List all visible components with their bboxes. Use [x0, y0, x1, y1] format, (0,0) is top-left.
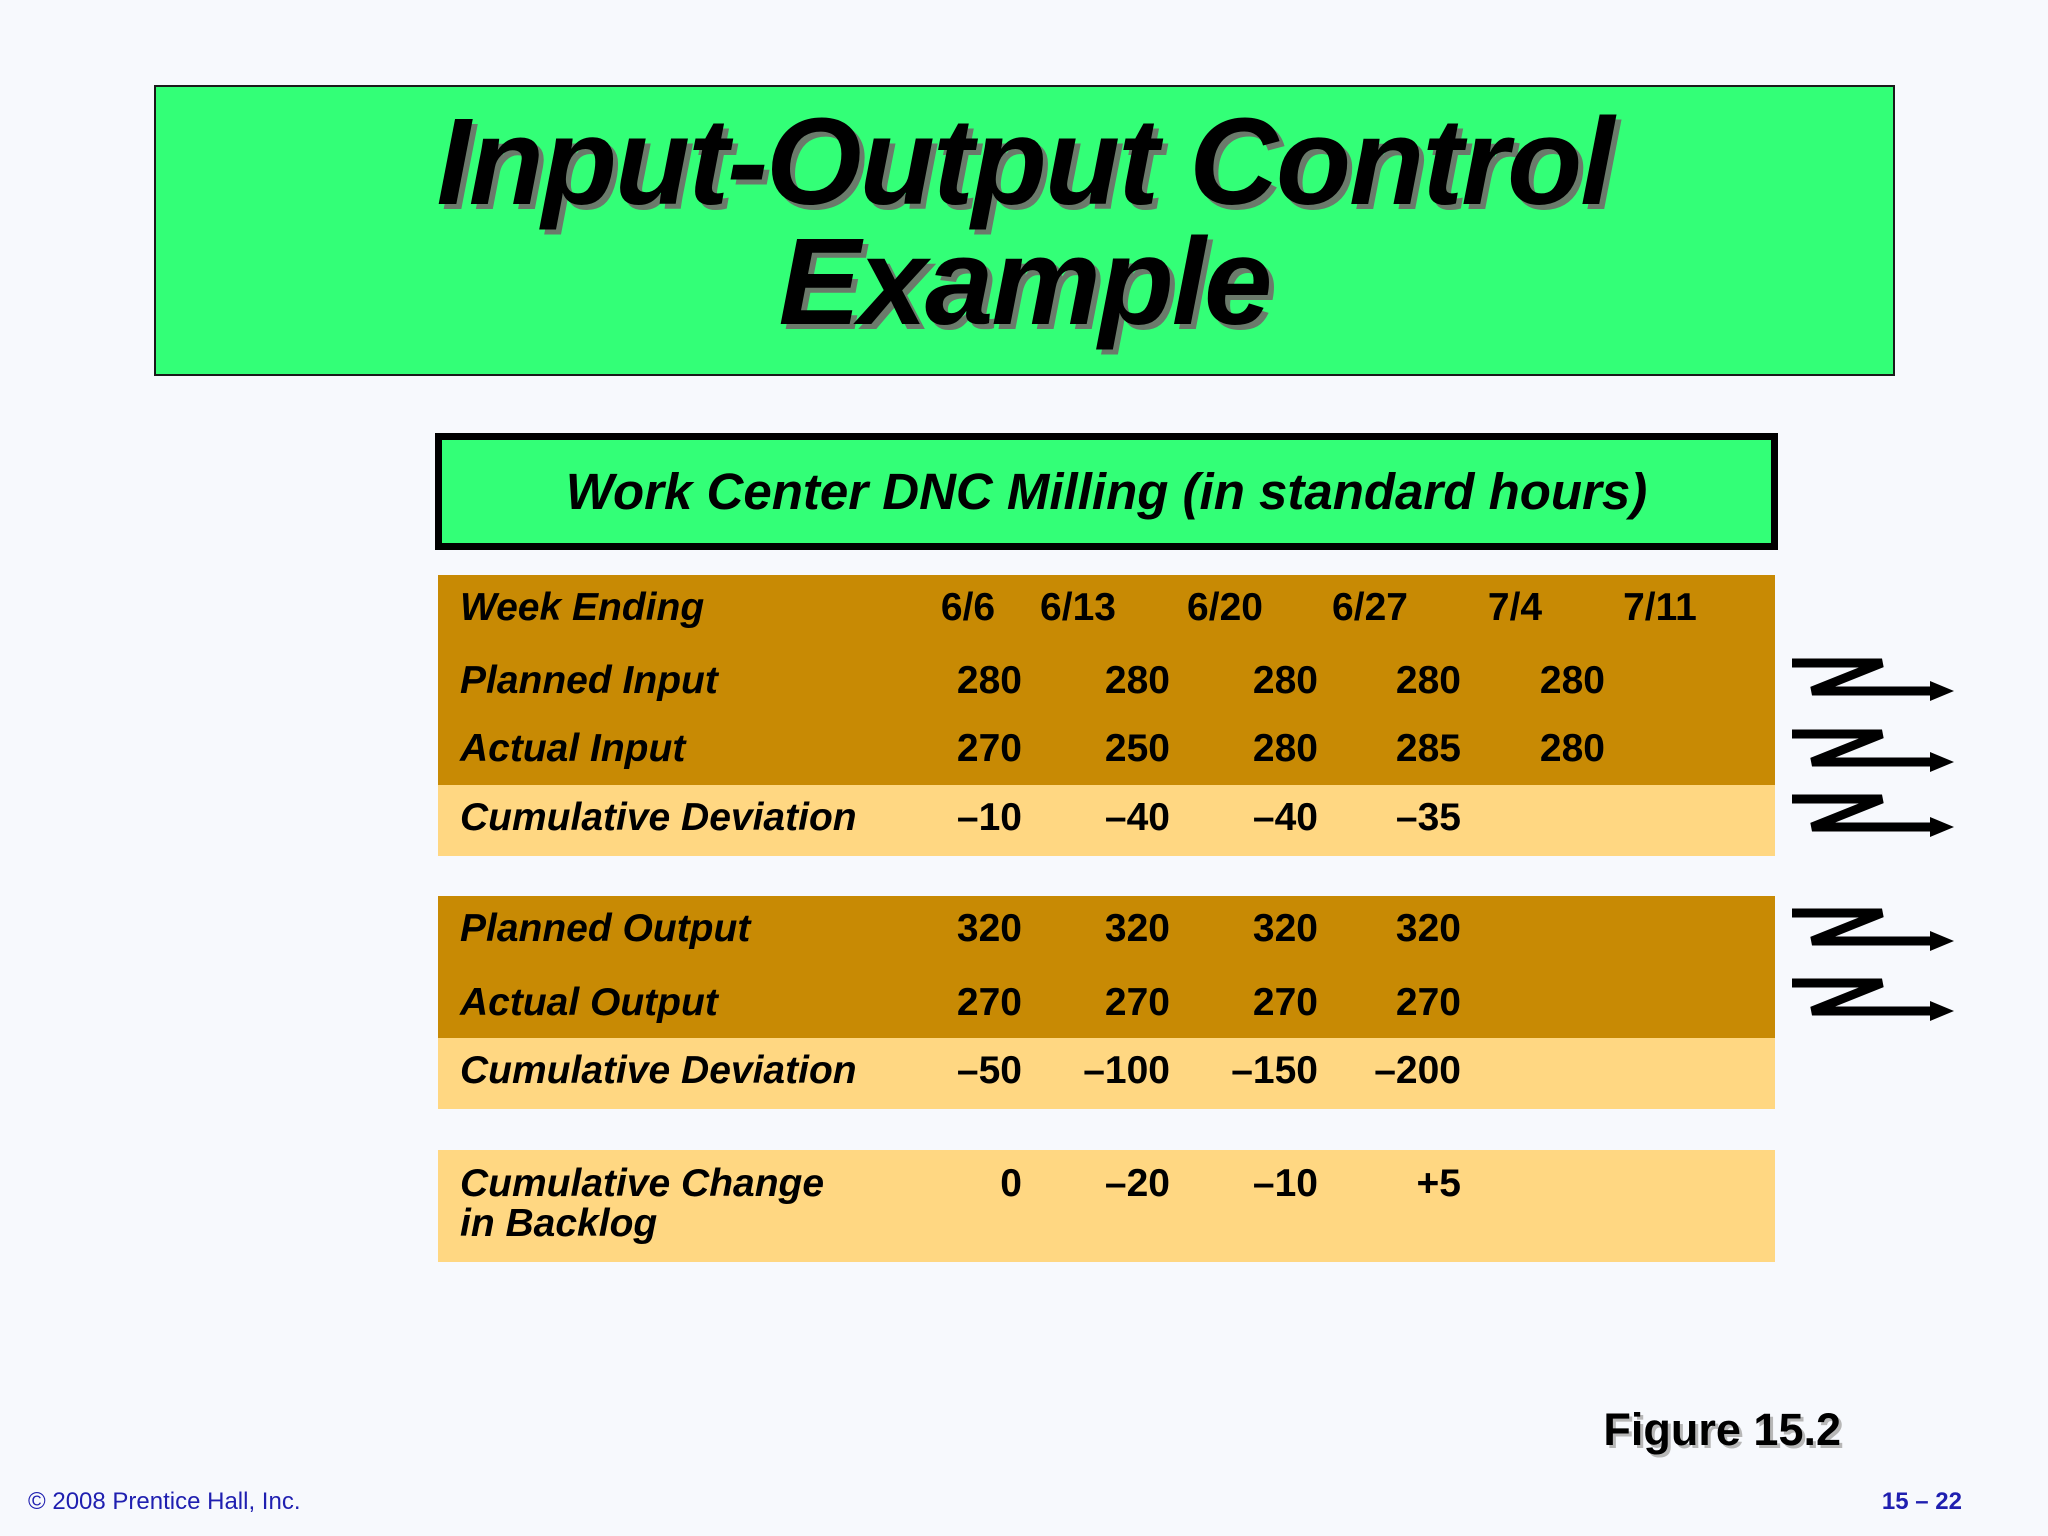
table-cell: 280 [1395, 659, 1461, 702]
table-cell: –35 [1395, 796, 1461, 839]
row-label: Planned Input [460, 659, 718, 702]
copyright: © 2008 Prentice Hall, Inc. [28, 1488, 301, 1515]
slide-title-line-2: Example [778, 213, 1271, 351]
figure-label: Figure 15.2 [1603, 1404, 1841, 1455]
table-cell: 250 [1104, 727, 1170, 770]
work-center-label: Work Center DNC Milling (in standard hours) [565, 463, 1648, 520]
table-cell: –50 [956, 1049, 1022, 1092]
week-ending-label: Week Ending [460, 586, 705, 629]
arrow-icon [1790, 977, 1956, 1027]
table-cell: 270 [1104, 981, 1170, 1024]
arrow-icon [1790, 657, 1956, 707]
table-cell: 320 [1104, 907, 1170, 950]
table-cell: –10 [1252, 1162, 1318, 1205]
table-cell: 270 [956, 727, 1022, 770]
work-center-header [435, 433, 1778, 550]
week-header: 6/6 [940, 586, 996, 629]
table-cell: –200 [1374, 1049, 1461, 1092]
arrow-icon [1790, 907, 1956, 957]
table-cell: 280 [1539, 659, 1605, 702]
table-cell: –100 [1083, 1049, 1170, 1092]
table-cell: 280 [1104, 659, 1170, 702]
table-cell: 270 [1252, 981, 1318, 1024]
table-cell: 320 [956, 907, 1022, 950]
row-label: Cumulative Deviation [460, 1049, 857, 1092]
table-cell: 285 [1395, 727, 1461, 770]
table-cell: –20 [1104, 1162, 1170, 1205]
table-cell: 270 [1395, 981, 1461, 1024]
slide-title-line-1: Input-Output Control [436, 93, 1613, 231]
arrow-icon [1790, 793, 1956, 843]
table-cell: 280 [1252, 727, 1318, 770]
table-cell: –10 [956, 796, 1022, 839]
row-label: Actual Output [460, 981, 718, 1024]
row-label: Cumulative Deviation [460, 796, 857, 839]
row-label: Planned Output [460, 907, 751, 950]
row-label: Actual Input [460, 727, 686, 770]
table-cell: –40 [1252, 796, 1318, 839]
week-header: 6/13 [1040, 586, 1116, 629]
table-cell: 270 [956, 981, 1022, 1024]
week-header: 7/11 [1623, 586, 1697, 629]
row-label: Cumulative Change [460, 1162, 825, 1205]
table-cell: 320 [1395, 907, 1461, 950]
page-number: 15 – 22 [1881, 1488, 1962, 1515]
week-header: 7/4 [1487, 586, 1543, 629]
row-label: in Backlog [460, 1202, 658, 1245]
table-cell: 320 [1252, 907, 1318, 950]
table-cell: 280 [1252, 659, 1318, 702]
title-box [154, 85, 1895, 376]
week-header: 6/27 [1332, 586, 1408, 629]
table-cell: –40 [1104, 796, 1170, 839]
week-header: 6/20 [1187, 586, 1263, 629]
table-cell: 0 [1000, 1162, 1022, 1205]
table-cell: –150 [1231, 1049, 1318, 1092]
table-cell: 280 [956, 659, 1022, 702]
table-cell: +5 [1416, 1162, 1461, 1205]
table-cell: 280 [1539, 727, 1605, 770]
arrow-icon [1790, 728, 1956, 778]
